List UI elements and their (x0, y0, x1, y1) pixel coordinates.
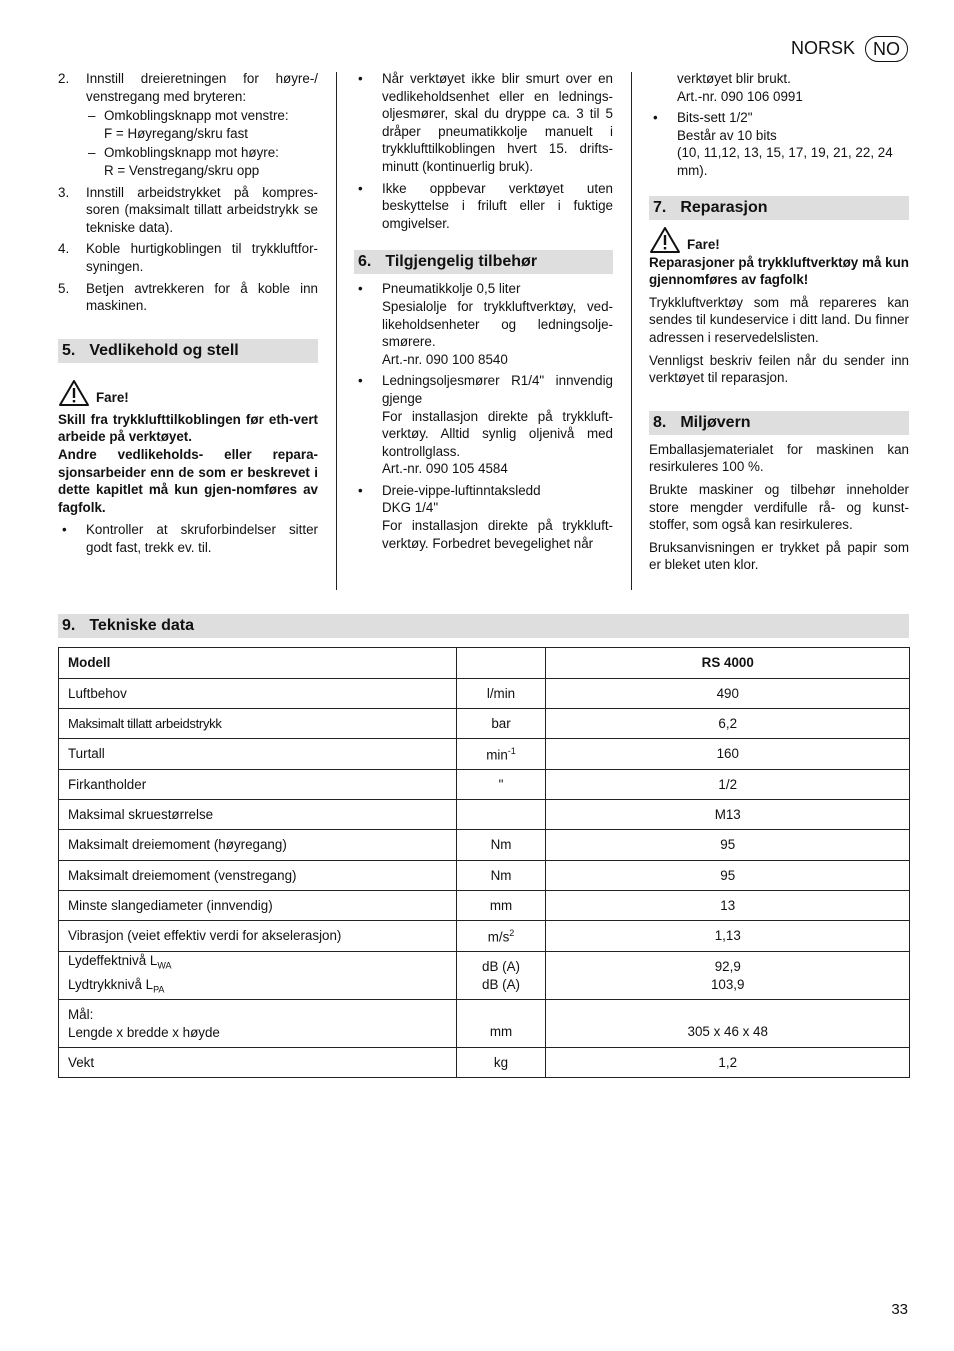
paragraph: Emballasjematerialet for maskinen kan resirkuleres 100 %. (649, 441, 909, 475)
unit-cell: $\min^{-1}$ (456, 739, 546, 770)
section-heading: 8. Miljøvern (649, 411, 909, 435)
list-item: • Bits-sett 1/2" Består av 10 bits (10, 11,12, 13, 15, 17, 19, 21, 22, 24 mm). (653, 110, 893, 178)
table-row (59, 679, 910, 709)
language-header (791, 36, 908, 62)
column-3 (649, 70, 909, 579)
value-cell: 92,9 103,9 (546, 952, 910, 1000)
label-cell: Maksimalt dreiemoment (høyregang) (59, 830, 457, 861)
header-cell (456, 648, 546, 679)
table-row (59, 830, 910, 861)
label-cell: Luftbehov (59, 679, 457, 709)
unit-cell: Nm (456, 830, 546, 861)
column-divider (631, 72, 632, 590)
table-row (59, 1048, 910, 1078)
item-number: 2. (58, 71, 70, 86)
unit-cell: $m/s^2$ (456, 921, 546, 952)
label-cell: Vibrasjon (veiet effektiv verdi for akselerasjon) (59, 921, 457, 952)
value-cell: 490 (546, 679, 910, 709)
value-cell: 13 (546, 891, 910, 921)
list-item (58, 280, 318, 315)
section-heading: 7. Reparasjon (649, 196, 909, 220)
warning-triangle-icon (649, 226, 681, 254)
table-row (59, 709, 910, 739)
care-bullets (354, 70, 613, 232)
value-cell: 95 (546, 830, 910, 861)
section-heading: 6. Tilgjengelig tilbehør (354, 250, 613, 274)
warning-label: Fare! (58, 379, 318, 407)
header-cell: RS 4000 (546, 648, 910, 679)
steps-list (58, 70, 318, 315)
item-text: Innstill dreieretningen for høyre-/ venstregang med bryteren: (86, 71, 318, 104)
language-label: NORSK (790, 38, 855, 59)
list-item (58, 70, 318, 180)
unit-cell: l/min (456, 679, 546, 709)
unit-cell: " (456, 770, 546, 800)
value-cell: 1/2 (546, 770, 910, 800)
value-cell: 95 (546, 861, 910, 891)
unit-cell: dB (A) dB (A) (456, 952, 546, 1000)
table-row (59, 739, 910, 770)
warning-triangle-icon (58, 379, 90, 407)
maintenance-bullets (58, 521, 318, 556)
item-number: 3. (58, 184, 70, 200)
table-row (59, 1000, 910, 1048)
paragraph: Trykkluftverktøy som må repareres kan sendes til kundeservice i ditt land. Du finner adressen i reservedelslisten. (649, 294, 909, 345)
language-code-badge: NO (865, 36, 908, 62)
paragraph: Vennligst beskriv feilen når du sender inn verktøyet til reparasjon. (649, 352, 909, 386)
unit-cell: mm (456, 1000, 546, 1048)
item-text: Koble hurtigkoblingen til trykkluftfor-syningen. (86, 241, 318, 274)
label-cell: Firkantholder (59, 770, 457, 800)
item-text: Betjen avtrekkeren for å koble inn maskinen. (86, 280, 318, 314)
unit-cell: mm (456, 891, 546, 921)
list-item: • Når verktøyet ikke blir smurt over en vedlikeholdsenhet eller en lednings-oljesmører, skal du dryppe ca. 3 til 5 dråper pneumatikkolje manuelt i trykklufttilkoblingen hvert 15. drifts-minutt (kontinuerlig bruk). (358, 71, 613, 174)
list-item (58, 240, 318, 275)
sub-item: – Omkoblingsknapp mot høyre: R = Venstregang/skru opp (88, 145, 279, 178)
page-number: 33 (891, 1301, 908, 1318)
continued-text: verktøyet blir brukt. Art.-nr. 090 106 0991 (677, 71, 803, 104)
unit-cell (456, 800, 546, 830)
table-row (59, 861, 910, 891)
label-cell: Mål: Lengde x bredde x høyde (59, 1000, 457, 1048)
table-row (59, 891, 910, 921)
column-2 (354, 70, 613, 556)
item-number: 5. (58, 280, 70, 296)
item-text: Innstill arbeidstrykket på kompres-soren (maksimalt tillatt arbeidstrykk se tekniske data). (86, 184, 318, 235)
table-header-row (59, 648, 910, 679)
item-number: 4. (58, 241, 70, 257)
unit-cell: Nm (456, 861, 546, 891)
bits-bullets (649, 109, 909, 179)
section-heading: 9. Tekniske data (58, 614, 909, 638)
list-item: • Pneumatikkolje 0,5 liter Spesialolje for trykkluftverktøy, ved-likeholdsenheter og ledningsolje-smørere. Art.-nr. 090 100 8540 (358, 281, 613, 367)
paragraph: Brukte maskiner og tilbehør inneholder store mengder verdifulle rå- og kunst-stoffer, som også kan resirkuleres. (649, 481, 909, 533)
label-cell: Maksimalt tillatt arbeidstrykk (59, 709, 457, 739)
list-item (58, 184, 318, 237)
section-heading: 5. Vedlikehold og stell (58, 339, 318, 363)
value-cell: 305 x 46 x 48 (546, 1000, 910, 1048)
label-cell: Turtall (59, 739, 457, 770)
list-item: • Dreie-vippe-luftinntaksledd DKG 1/4" For installasjon direkte på trykkluft-verktøy. Forbedret bevegelighet når (358, 482, 613, 551)
list-item: • Kontroller at skruforbindelser sitter godt fast, trekk ev. til. (62, 522, 318, 555)
column-divider (336, 72, 337, 590)
unit-cell: bar (456, 709, 546, 739)
value-cell: 160 (546, 739, 910, 770)
label-cell: Lydeffektnivå $L_{WA}$ Lydtrykknivå $L_{PA}$ (59, 952, 457, 1000)
table-row (59, 921, 910, 952)
label-cell: Maksimal skruestørrelse (59, 800, 457, 830)
unit-cell: kg (456, 1048, 546, 1078)
technical-data-table (58, 647, 910, 1078)
label-cell: Maksimalt dreiemoment (venstregang) (59, 861, 457, 891)
column-1 (58, 70, 318, 560)
warning-label: Fare! (649, 226, 909, 254)
accessory-list (354, 280, 613, 552)
list-item: • Ikke oppbevar verktøyet uten beskyttelse i friluft eller i fuktige omgivelser. (358, 180, 613, 231)
list-item: • Ledningsoljesmører R1/4" innvendig gjenge For installasjon direkte på trykkluft-verktøy. Alltid synlig oljenivå med kontrollglass. Art.-nr. 090 105 4584 (358, 373, 613, 477)
warning-text: Reparasjoner på trykkluftverktøy må kun gjennomføres av fagfolk! (649, 254, 909, 288)
table-row (59, 952, 910, 1000)
value-cell: 6,2 (546, 709, 910, 739)
paragraph: Bruksanvisningen er trykket på papir som er bleket uten klor. (649, 539, 909, 573)
value-cell: M13 (546, 800, 910, 830)
sub-item: – Omkoblingsknapp mot venstre: F = Høyregang/skru fast (88, 108, 289, 141)
table-row (59, 770, 910, 800)
label-cell: Vekt (59, 1048, 457, 1078)
header-cell: Modell (59, 648, 457, 679)
table-row (59, 800, 910, 830)
label-cell: Minste slangediameter (innvendig) (59, 891, 457, 921)
warning-text: Skill fra trykklufttilkoblingen før eth-vert arbeide på verktøyet. Andre vedlikeholds- eller repara-sjonsarbeider enn de som er beskrevet i dette kapitlet må kun gjen-nomføres av fagfolk. (58, 411, 318, 515)
value-cell: 1,2 (546, 1048, 910, 1078)
value-cell: 1,13 (546, 921, 910, 952)
